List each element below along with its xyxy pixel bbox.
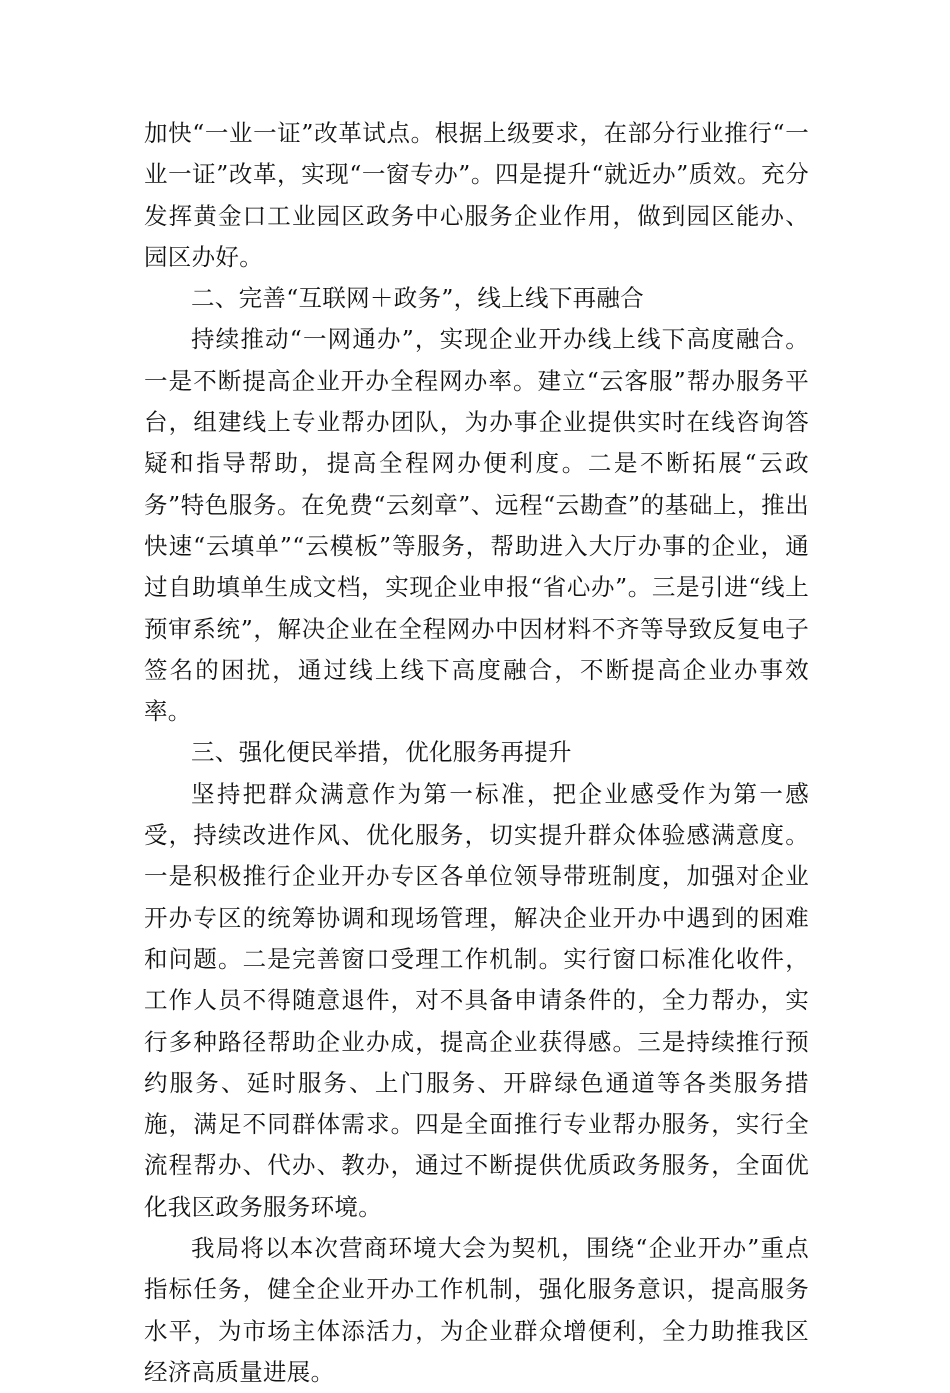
- section-heading-internet-plus-government: 二、完善“互联网＋政务”，线上线下再融合: [191, 284, 645, 313]
- paragraph-one-network-service: 持续推动“一网通办”，实现企业开办线上线下高度融合。一是不断提高企业开办全程网办率。建立“云客服”帮办服务平台，组建线上专业帮办团队，为办事企业提供实时在线咨询答疑和指导帮助，提高全程网办便利度。二是不断拓展“云政务”特色服务。在免费“云刻章”、远程“云勘查”的基础上，推出快速“云填单”“云模板”等服务，帮助进入大厅办事的企业，通过自助填单生成文档，实现企业申报“省心办”。三是引进“线上预审系统”，解决企业在全程网办中因材料不齐等导致反复电子签名的困扰，通过线上线下高度融合，不断提高企业办事效率。: [144, 325, 809, 726]
- paragraph-conclusion: 我局将以本次营商环境大会为契机，围绕“企业开办”重点指标任务，健全企业开办工作机制，强化服务意识，提高服务水平，为市场主体添活力，为企业群众增便利，全力助推我区经济高质量进展。: [144, 1234, 809, 1386]
- paragraph-continuation: 加快“一业一证”改革试点。根据上级要求，在部分行业推行“一业一证”改革，实现“一窗专办”。四是提升“就近办”质效。充分发挥黄金口工业园区政务中心服务企业作用，做到园区能办、园区办好。: [144, 119, 809, 271]
- document-body: [144, 113, 809, 1393]
- paragraph-service-improvement: 坚持把群众满意作为第一标准，把企业感受作为第一感受，持续改进作风、优化服务，切实提升群众体验感满意度。一是积极推行企业开办专区各单位领导带班制度，加强对企业开办专区的统筹协调和现场管理，解决企业开办中遇到的困难和问题。二是完善窗口受理工作机制。实行窗口标准化收件，工作人员不得随意退件，对不具备申请条件的，全力帮办，实行多种路径帮助企业办成，提高企业获得感。三是持续推行预约服务、延时服务、上门服务、开辟绿色通道等各类服务措施，满足不同群体需求。四是全面推行专业帮办服务，实行全流程帮办、代办、教办，通过不断提供优质政务服务，全面优化我区政务服务环境。: [144, 779, 809, 1221]
- section-heading-convenience-measures: 三、强化便民举措，优化服务再提升: [191, 738, 572, 767]
